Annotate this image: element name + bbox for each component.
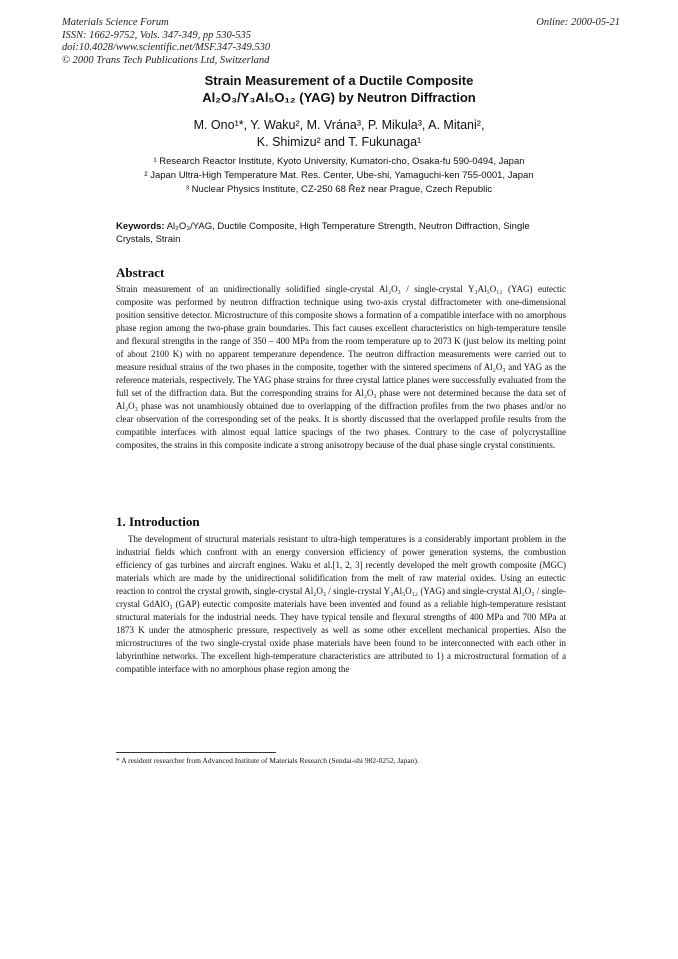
copyright-line: © 2000 Trans Tech Publications Ltd, Switzerland [62,54,270,66]
authors-line-1: M. Ono¹*, Y. Waku², M. Vrána³, P. Mikula³, A. Mitani², [193,118,485,132]
footnote-divider [116,752,276,753]
introduction-text: The development of structural materials resistant to ultra-high temperatures is a considerably important problem in the industrial fields which confront with an energy conversion efficiency of power generation systems, the combustion efficiency of gas turbines and aircraft engines. Waku et al.[1, 2, 3] recently developed the melt growth composite (MGC) materials which are made by the unidirectional solidification from the melt of raw material oxides. Using an eutectic reaction to control the crystal growth, single-crystal Al₂O₃ / single-crystal Y₃Al₅O₁₂ (YAG) and single-crystal Al₂O₃ / single-crystal GdAlO₃ (GAP) eutectic composite materials have been invented and found as a reliable high-temperature resistant structural materials for the industrial needs. They have typical tensile and flexural strengths of 400 MPa and 700 MPa at 1873 K under the atmospheric pressure, respectively as well as some other excellent mechanical properties. Also the microstructures of the two single-crystal oxide phase materials have been found to be interconnected with each other in labyrinthine networks. The excellent high-temperature characteristics are attributed to 1) a microstructural formation of a compatible interface with no amorphous phase region among the [116,534,566,674]
online-date: Online: 2000-05-21 [536,17,620,28]
abstract-heading: Abstract [116,265,165,280]
journal-name: Materials Science Forum [62,17,169,28]
footnote: * A resident researcher from Advanced Institute of Materials Research (Sendai-shi 982-0252, Japan). [116,756,419,765]
affiliation-2: ² Japan Ultra-High Temperature Mat. Res. Center, Ube-shi, Yamaguchi-ken 755-0001, Japan [144,170,534,181]
affiliation-3: ³ Nuclear Physics Institute, CZ-250 68 Řež near Prague, Czech Republic [185,184,493,195]
title-line-1: Strain Measurement of a Ductile Composite [204,73,474,88]
paper-title [0,72,678,106]
title-line-2: Al₂O₃/Y₃Al₅O₁₂ (YAG) by Neutron Diffraction [202,90,476,105]
keywords-text: Al₂O₃/YAG, Ductile Composite, High Temperature Strength, Neutron Diffraction, Single Crystals, Strain [116,221,530,245]
abstract-text: Strain measurement of an unidirectionally solidified single-crystal Al₂O₃ / single-crystal Y₃Al₅O₁₂ (YAG) eutectic composite was performed by neutron diffraction technique using two-axis crystal diffractometer with one-dimensional position sensitive detector. Microstructure of this composite shows a formation of a compatible interface with no amorphous phase region among the two-phase grain boundaries. This fact causes excellent characteristics on high-temperature tensile and flexural strengths in the range of 350 – 400 MPa from the room temperature up to 2073 K (just below its melting point of about 2100 K) with no apparent temperature dependence. The neutron diffraction measurements were carried out to measure residual strains of the two phases in the composite, together with the sintered specimens of Al₂O₃ and YAG as the reference materials, respectively. The YAG phase strains for three crystal lattice planes were successfully evaluated from the full set of the diffraction data. But the corresponding strains for Al₂O₃ phase were not determined because the data set of Al₂O₃ phase was not unambiously obtained due to overlapping of the diffraction profiles from the two phases and/or no clear observation of the corresponding set of the peaks. It is shortly discussed that the overlapped profile results from the compatible interfaces with almost equal lattice spacings of the two phases. Contrary to the case of polycrystalline composites, the strains in this composite indicate a strong anisotropy because of the dual phase single crystal constituents. [116,284,566,450]
introduction-heading: 1. Introduction [116,514,200,529]
author-list [0,117,678,151]
affiliation-1: ¹ Research Reactor Institute, Kyoto University, Kumatori-cho, Osaka-fu 590-0494, Japan [153,156,525,167]
affiliations [0,155,678,197]
keywords-block [116,220,566,246]
running-header [62,17,270,67]
authors-line-2: K. Shimizu² and T. Fukunaga¹ [256,135,422,149]
issn-line: ISSN: 1662-9752, Vols. 347-349, pp 530-535 [62,29,251,41]
keywords-label: Keywords: [116,221,165,232]
doi-line: doi:10.4028/www.scientific.net/MSF.347-349.530 [62,42,271,53]
